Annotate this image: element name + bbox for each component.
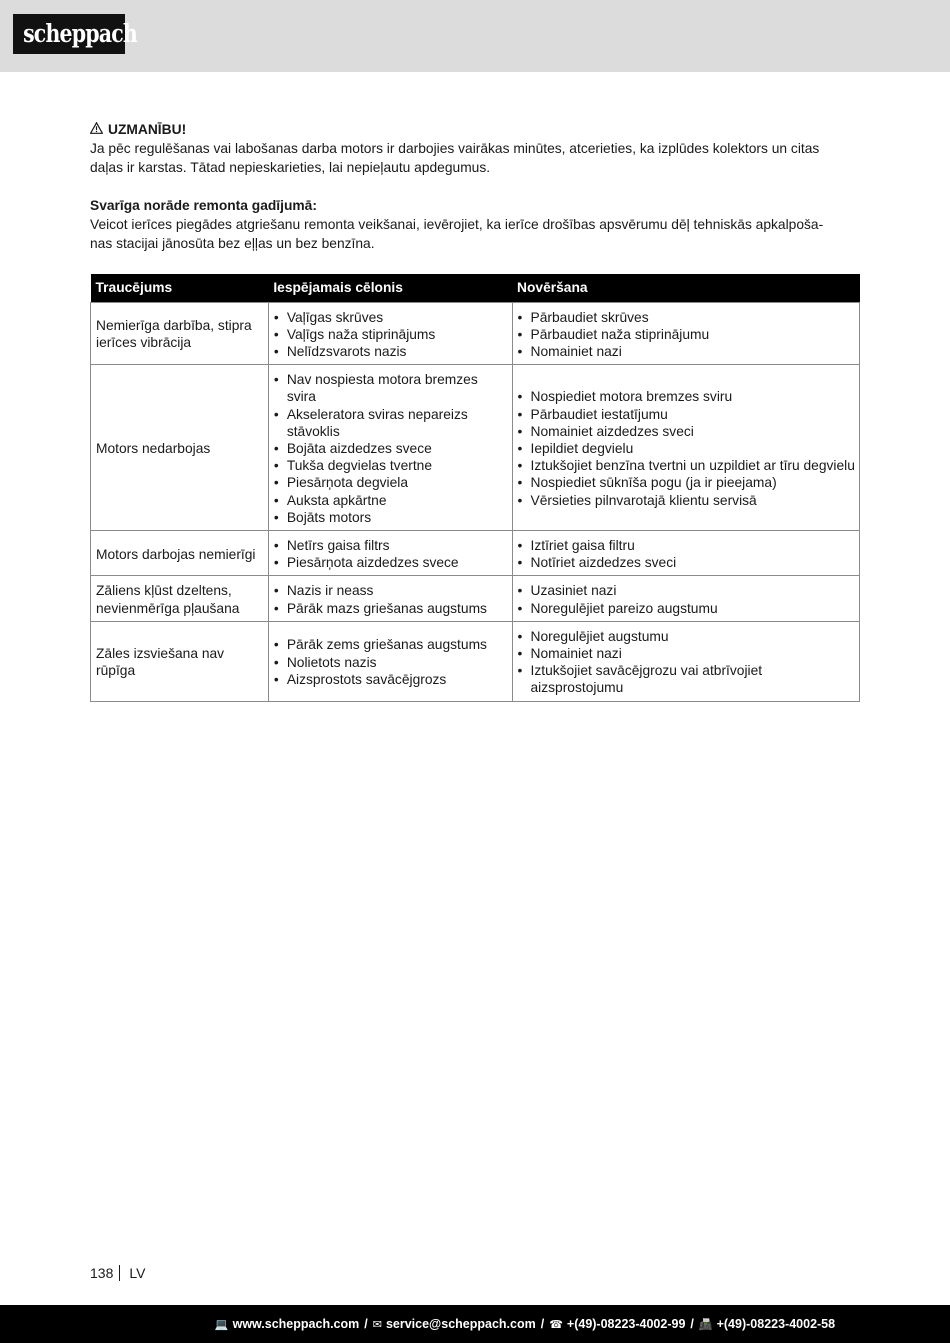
issue-cell: Motors nedarbojas: [91, 365, 269, 531]
fax-icon: 📠: [698, 1318, 713, 1331]
cause-cell: [268, 576, 512, 621]
header-fix: Novēršana: [512, 274, 860, 302]
header-cause: Iespējamais cēlonis: [268, 274, 512, 302]
list-item: • Nomainiet nazi: [518, 343, 856, 360]
list-item: • Uzasiniet nazi: [518, 582, 856, 599]
list-item: • Bojāta aizdedzes svece: [274, 440, 508, 457]
table-header-row: [91, 274, 860, 302]
issue-cell: Motors darbojas nemierīgi: [91, 530, 269, 575]
list-item: • Nazis ir neass: [274, 582, 508, 599]
list-item: • Nelīdzsvarots nazis: [274, 343, 508, 360]
list-item: • Iztukšojiet savācējgrozu vai atbrīvojiet aizsprostojumu: [518, 662, 856, 696]
mail-icon: ✉: [372, 1318, 382, 1331]
list-item: • Nomainiet aizdedzes sveci: [518, 423, 856, 440]
troubleshooting-table: [90, 274, 860, 702]
list-item: • Notīriet aizdedzes sveci: [518, 554, 856, 571]
footer-separator: /: [364, 1317, 368, 1331]
cause-cell: [268, 365, 512, 531]
page-number: [90, 1265, 145, 1281]
repair-note-text-line-1: Veicot ierīces piegādes atgriešanu remonta veikšanai, ievērojiet, ka ierīce drošības apsvērumu dēļ tehniskās apkalpoša-: [90, 217, 824, 232]
fix-cell: [512, 302, 860, 365]
list-item: • Netīrs gaisa filtrs: [274, 537, 508, 554]
cause-cell: [268, 621, 512, 701]
list-item: • Piesārņota aizdedzes svece: [274, 554, 508, 571]
page-number-divider: [119, 1265, 120, 1281]
repair-note-text-line-2: nas stacijai jānosūta bez eļļas un bez benzīna.: [90, 236, 375, 251]
list-item: • Iepildiet degvielu: [518, 440, 856, 457]
cause-cell: [268, 302, 512, 365]
footer-separator: /: [540, 1317, 545, 1331]
warning-text-line-1: Ja pēc regulēšanas vai labošanas darba motors ir darbojies vairākas minūtes, atcerieties, ka izplūdes kolektors un citas: [90, 141, 820, 156]
footer-website[interactable]: www.scheppach.com: [232, 1317, 360, 1331]
table-row: [91, 576, 860, 621]
list-item: • Pārāk mazs griešanas augstums: [274, 600, 508, 617]
list-item: • Piesārņota degviela: [274, 474, 508, 491]
warning-triangle-icon: [90, 120, 103, 139]
fix-cell: [512, 621, 860, 701]
issue-cell: Zāliens kļūst dzeltens, nevienmērīga pļaušana: [91, 576, 269, 621]
list-item: • Nospiediet sūknīša pogu (ja ir pieejama): [518, 474, 856, 491]
header-issue: Traucējums: [91, 274, 269, 302]
list-item: • Nospiediet motora bremzes sviru: [518, 388, 856, 405]
warning-heading: [90, 120, 860, 139]
issue-cell: Zāles izsviešana nav rūpīga: [91, 621, 269, 701]
list-item: • Bojāts motors: [274, 509, 508, 526]
repair-note-title: Svarīga norāde remonta gadījumā:: [90, 198, 317, 213]
logo-text: scheppach: [23, 19, 138, 48]
footer-separator: /: [690, 1317, 694, 1331]
warning-text-line-2: daļas ir karstas. Tātad nepieskarieties, lai nepieļautu apdegumus.: [90, 160, 491, 175]
table-row: [91, 621, 860, 701]
page-number-value: 138: [90, 1265, 114, 1281]
page-language: LV: [129, 1265, 146, 1281]
list-item: • Pārbaudiet naža stiprinājumu: [518, 326, 856, 343]
fix-cell: [512, 530, 860, 575]
page-header: [0, 0, 950, 72]
scheppach-logo: [13, 14, 138, 54]
list-item: • Iztīriet gaisa filtru: [518, 537, 856, 554]
list-item: • Noregulējiet augstumu: [518, 628, 856, 645]
list-item: • Nomainiet nazi: [518, 645, 856, 662]
contact-footer: [0, 1305, 950, 1343]
list-item: • Vaļīgas skrūves: [274, 309, 508, 326]
table-row: [91, 365, 860, 531]
list-item: • Iztukšojiet benzīna tvertni un uzpildiet ar tīru degvielu: [518, 457, 856, 474]
table-row: [91, 302, 860, 365]
list-item: • Pārāk zems griešanas augstums: [274, 636, 508, 653]
table-row: [91, 530, 860, 575]
phone-icon: ☎: [549, 1318, 563, 1331]
list-item: • Vaļīgs naža stiprinājums: [274, 326, 508, 343]
fix-cell: [512, 365, 860, 531]
list-item: • Nav nospiesta motora bremzes svira: [274, 371, 508, 405]
laptop-icon: 💻: [214, 1318, 229, 1331]
warning-title: UZMANĪBU!: [108, 122, 187, 137]
list-item: • Pārbaudiet skrūves: [518, 309, 856, 326]
fix-cell: [512, 576, 860, 621]
list-item: • Pārbaudiet iestatījumu: [518, 406, 856, 423]
list-item: • Akseleratora sviras nepareizs stāvoklis: [274, 406, 508, 440]
list-item: • Tukša degvielas tvertne: [274, 457, 508, 474]
list-item: • Noregulējiet pareizo augstumu: [518, 600, 856, 617]
footer-fax: +(49)-08223-4002-58: [716, 1317, 836, 1331]
list-item: • Vērsieties pilnvarotajā klientu servisā: [518, 492, 856, 509]
footer-phone: +(49)-08223-4002-99: [566, 1317, 686, 1331]
list-item: • Nolietots nazis: [274, 654, 508, 671]
issue-cell: Nemierīga darbība, stipra ierīces vibrācija: [91, 302, 269, 365]
cause-cell: [268, 530, 512, 575]
main-content: [90, 120, 860, 253]
footer-email[interactable]: service@scheppach.com: [385, 1317, 536, 1331]
list-item: • Aizsprostots savācējgrozs: [274, 671, 508, 688]
list-item: • Auksta apkārtne: [274, 492, 508, 509]
